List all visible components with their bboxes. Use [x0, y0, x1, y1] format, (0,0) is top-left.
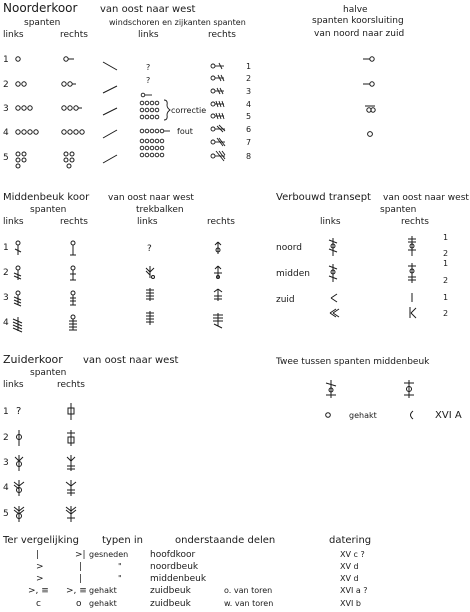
vergelijking-col-datering: datering — [329, 535, 372, 546]
zuiderkoor-row-5: 5 — [3, 509, 9, 519]
noorderkoor-rechts-marks — [62, 57, 84, 168]
noorderkoor-row-4: 4 — [3, 128, 9, 138]
zuiderkoor-row-4: 4 — [3, 483, 9, 493]
noorderkoor-fout-label: fout — [177, 127, 193, 136]
vergelijking-intro: Ter vergelijking — [3, 535, 79, 546]
vergelijking-row-1 — [36, 550, 365, 560]
middenbeuk-section — [3, 192, 235, 332]
noorderkoor-wind-rechts-marks — [211, 63, 225, 161]
halve-title-line1: halve — [343, 5, 368, 15]
halve-direction: van noord naar zuid — [314, 29, 405, 39]
tussen-title: Twee tussen spanten middenbeuk — [276, 357, 430, 367]
vergelijking-row-3-part: middenbeuk — [150, 574, 207, 584]
halve-spanten-section — [312, 5, 404, 136]
vergelijking-row-2 — [36, 562, 359, 572]
vergelijking-section — [2, 535, 371, 609]
noorderkoor-section — [3, 1, 251, 168]
transept-col-spanten: spanten — [380, 205, 417, 215]
vergelijking-row-5-date: XVI b — [340, 599, 361, 608]
noorderkoor-wind-number-2: 2 — [246, 74, 252, 83]
noorderkoor-row-3: 3 — [3, 104, 9, 114]
middenbeuk-row-4: 4 — [3, 318, 9, 328]
noorderkoor-wind-number-6: 6 — [246, 125, 252, 134]
transept-rechts-label: rechts — [401, 217, 429, 227]
noorderkoor-links-marks — [16, 57, 38, 168]
vergelijking-row-5-extra: w. van toren — [224, 599, 274, 608]
zuiderkoor-section — [3, 353, 179, 522]
transept-row-noord: noord — [276, 243, 302, 253]
noorderkoor-direction: van oost naar west — [100, 4, 196, 15]
middenbeuk-col-trekbalken: trekbalken — [136, 205, 184, 215]
noorderkoor-wind-number-5: 5 — [246, 112, 252, 121]
vergelijking-row-5-type-b: o — [76, 599, 82, 609]
zuiderkoor-links-label: links — [3, 380, 24, 390]
tussen-spanten-section — [275, 357, 462, 421]
vergelijking-row-5 — [36, 599, 361, 609]
transept-side-number-4: 2 — [443, 276, 449, 285]
halve-marks — [363, 57, 375, 137]
vergelijking-row-2-type-a: > — [36, 562, 44, 572]
vergelijking-row-5-type-a: c — [36, 599, 41, 609]
middenbeuk-trek-rechts-label: rechts — [207, 217, 235, 227]
noorderkoor-links-label: links — [3, 30, 24, 40]
zuiderkoor-question: ? — [16, 406, 22, 417]
vergelijking-row-4-type-b: >, ≡ — [66, 586, 87, 596]
noorderkoor-wind-number-7: 7 — [246, 138, 252, 147]
middenbeuk-rechts-label: rechts — [60, 217, 88, 227]
tussen-code: XVI A — [435, 410, 462, 421]
halve-title-line2: spanten koorsluiting — [312, 16, 404, 26]
noorderkoor-row-1: 1 — [3, 55, 9, 65]
vergelijking-row-4-part: zuidbeuk — [150, 586, 191, 596]
zuiderkoor-row-1: 1 — [3, 407, 9, 417]
middenbeuk-title: Middenbeuk koor — [3, 192, 90, 203]
vergelijking-row-1-date: XV c ? — [340, 550, 365, 559]
transept-side-number-1: 1 — [443, 233, 449, 242]
vergelijking-row-5-note: gehakt — [89, 599, 117, 608]
zuiderkoor-direction: van oost naar west — [83, 355, 179, 366]
middenbeuk-marks — [13, 241, 223, 332]
zuiderkoor-marks — [14, 403, 76, 522]
vergelijking-row-1-part: hoofdkoor — [150, 550, 196, 560]
middenbeuk-col-spanten: spanten — [30, 205, 67, 215]
transept-links-label: links — [320, 217, 341, 227]
vergelijking-row-4-note: gehakt — [89, 586, 117, 595]
noorderkoor-rechts-label: rechts — [60, 30, 88, 40]
vergelijking-row-3-date: XV d — [340, 574, 359, 583]
vergelijking-col-typen: typen in — [102, 535, 143, 546]
noorderkoor-question-1: ? — [146, 63, 151, 72]
middenbeuk-row-3: 3 — [3, 293, 9, 303]
transept-marks — [329, 236, 416, 318]
transept-side-number-3: 1 — [443, 259, 449, 268]
vergelijking-row-1-type-b: >| — [75, 550, 86, 560]
transept-direction: van oost naar west — [383, 193, 469, 203]
vergelijking-row-2-date: XV d — [340, 562, 359, 571]
vergelijking-row-4 — [28, 586, 368, 596]
vergelijking-row-4-date: XVI a ? — [340, 586, 368, 595]
vergelijking-row-3-type-a: > — [36, 574, 44, 584]
vergelijking-row-1-note: gesneden — [89, 550, 129, 559]
noorderkoor-wind-links-label: links — [138, 30, 159, 40]
tussen-gehakt: gehakt — [349, 411, 377, 420]
noorderkoor-wind-number-8: 8 — [246, 152, 252, 161]
vergelijking-row-3-type-b: | — [79, 574, 83, 584]
transept-side-number-6: 2 — [443, 309, 449, 318]
transept-row-midden: midden — [276, 269, 310, 279]
middenbeuk-row-1: 1 — [3, 243, 9, 253]
vergelijking-row-4-extra: o. van toren — [224, 586, 273, 595]
noorderkoor-title: Noorderkoor — [3, 1, 78, 15]
noorderkoor-wind-rechts-label: rechts — [208, 30, 236, 40]
noorderkoor-question-2: ? — [146, 76, 151, 85]
noorderkoor-ring-marks — [140, 93, 170, 157]
transept-side-number-5: 1 — [443, 293, 449, 302]
middenbeuk-trek-links-label: links — [137, 217, 158, 227]
noorderkoor-col-windschoren: windschoren en zijkanten spanten — [109, 18, 246, 27]
middenbeuk-row-2: 2 — [3, 268, 9, 278]
vergelijking-row-3 — [36, 574, 359, 584]
middenbeuk-links-label: links — [3, 217, 24, 227]
noorderkoor-row-5: 5 — [3, 153, 9, 163]
zuiderkoor-col-spanten: spanten — [30, 368, 67, 378]
vergelijking-row-2-note: " — [118, 562, 122, 571]
vergelijking-col-delen: onderstaande delen — [175, 535, 276, 546]
vergelijking-row-2-part: noordbeuk — [150, 562, 199, 572]
middenbeuk-direction: van oost naar west — [108, 193, 194, 203]
noorderkoor-correctie-label: correctie — [171, 106, 207, 115]
transept-side-number-2: 2 — [443, 249, 449, 258]
zuiderkoor-rechts-label: rechts — [57, 380, 85, 390]
vergelijking-row-5-part: zuidbeuk — [150, 599, 191, 609]
noorderkoor-wind-number-3: 3 — [246, 87, 252, 96]
transept-section — [276, 192, 469, 318]
zuiderkoor-row-3: 3 — [3, 458, 9, 468]
noorderkoor-col-spanten: spanten — [24, 18, 61, 28]
vergelijking-row-1-type-a: | — [36, 550, 40, 560]
transept-row-zuid: zuid — [276, 295, 295, 305]
vergelijking-row-2-type-b: | — [79, 562, 83, 572]
zuiderkoor-title: Zuiderkoor — [3, 353, 63, 366]
noorderkoor-windschoren-strokes — [103, 62, 117, 163]
noorderkoor-wind-number-4: 4 — [246, 100, 252, 109]
noorderkoor-wind-number-1: 1 — [246, 62, 252, 71]
transept-title: Verbouwd transept — [276, 192, 371, 203]
vergelijking-row-4-type-a: >, ≡ — [28, 586, 49, 596]
zuiderkoor-row-2: 2 — [3, 433, 9, 443]
middenbeuk-question: ? — [147, 244, 152, 254]
noorderkoor-row-2: 2 — [3, 80, 9, 90]
vergelijking-row-3-note: " — [118, 574, 122, 583]
